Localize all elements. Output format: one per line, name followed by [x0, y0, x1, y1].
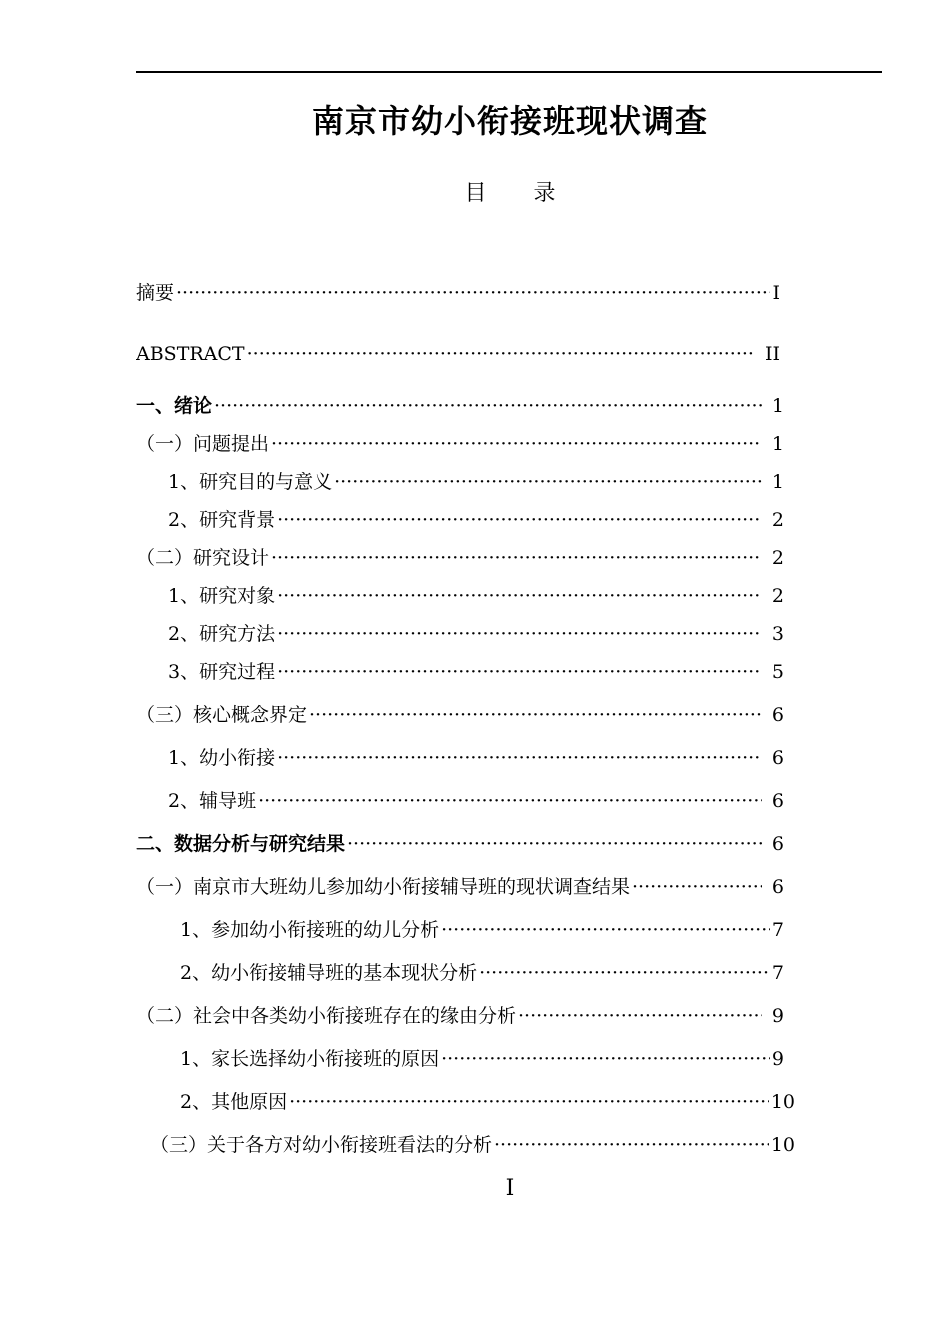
toc-entry-chapter-1[interactable]: 一、绪论 ····· 1	[136, 392, 784, 420]
page-number: I	[505, 1176, 515, 1201]
document-title: 南京市幼小衔接班现状调查	[311, 102, 708, 140]
toc-entry[interactable]: （一）问题提出 ····· 1	[136, 430, 784, 458]
toc-entry-chapter-2[interactable]: 二、数据分析与研究结果 ····· 6	[136, 830, 784, 858]
toc-entry[interactable]: 1、参加幼小衔接班的幼儿分析 ····· 7	[180, 916, 784, 944]
toc-entry[interactable]: （二）研究设计 ····· 2	[136, 544, 784, 572]
toc-heading: 目 录	[464, 181, 576, 206]
toc-entry[interactable]: （一）南京市大班幼儿参加幼小衔接辅导班的现状调查结果 ····· 6	[136, 873, 784, 901]
toc-entry[interactable]: 1、研究对象 ····· 2	[168, 582, 784, 610]
toc-entry[interactable]: 2、研究背景 ····· 2	[168, 506, 784, 534]
toc-entry[interactable]: （三）核心概念界定 ····· 6	[136, 701, 784, 729]
toc-entry[interactable]: 2、辅导班 ····· 6	[168, 787, 784, 815]
toc-entry[interactable]: 1、家长选择幼小衔接班的原因 ····· 9	[180, 1045, 784, 1073]
toc-entry[interactable]: （二）社会中各类幼小衔接班存在的缘由分析 ····· 9	[136, 1002, 784, 1030]
toc-entry[interactable]: 1、研究目的与意义 ····· 1	[168, 468, 784, 496]
toc-entry-abstract-cn[interactable]: 摘要 ····· I	[136, 279, 780, 307]
toc-entry[interactable]: （三）关于各方对幼小衔接班看法的分析 ····· 10	[150, 1131, 795, 1159]
toc-entry[interactable]: 3、研究过程 ····· 5	[168, 658, 784, 686]
toc-entry[interactable]: 1、幼小衔接 ····· 6	[168, 744, 784, 772]
toc-entry[interactable]: 2、其他原因 ····· 10	[180, 1088, 795, 1116]
toc-entry-abstract-en[interactable]: ABSTRACT ····· II	[136, 340, 780, 368]
toc-entry[interactable]: 2、幼小衔接辅导班的基本现状分析 ····· 7	[180, 959, 784, 987]
header-rule	[136, 71, 882, 73]
toc-entry[interactable]: 2、研究方法 ····· 3	[168, 620, 784, 648]
